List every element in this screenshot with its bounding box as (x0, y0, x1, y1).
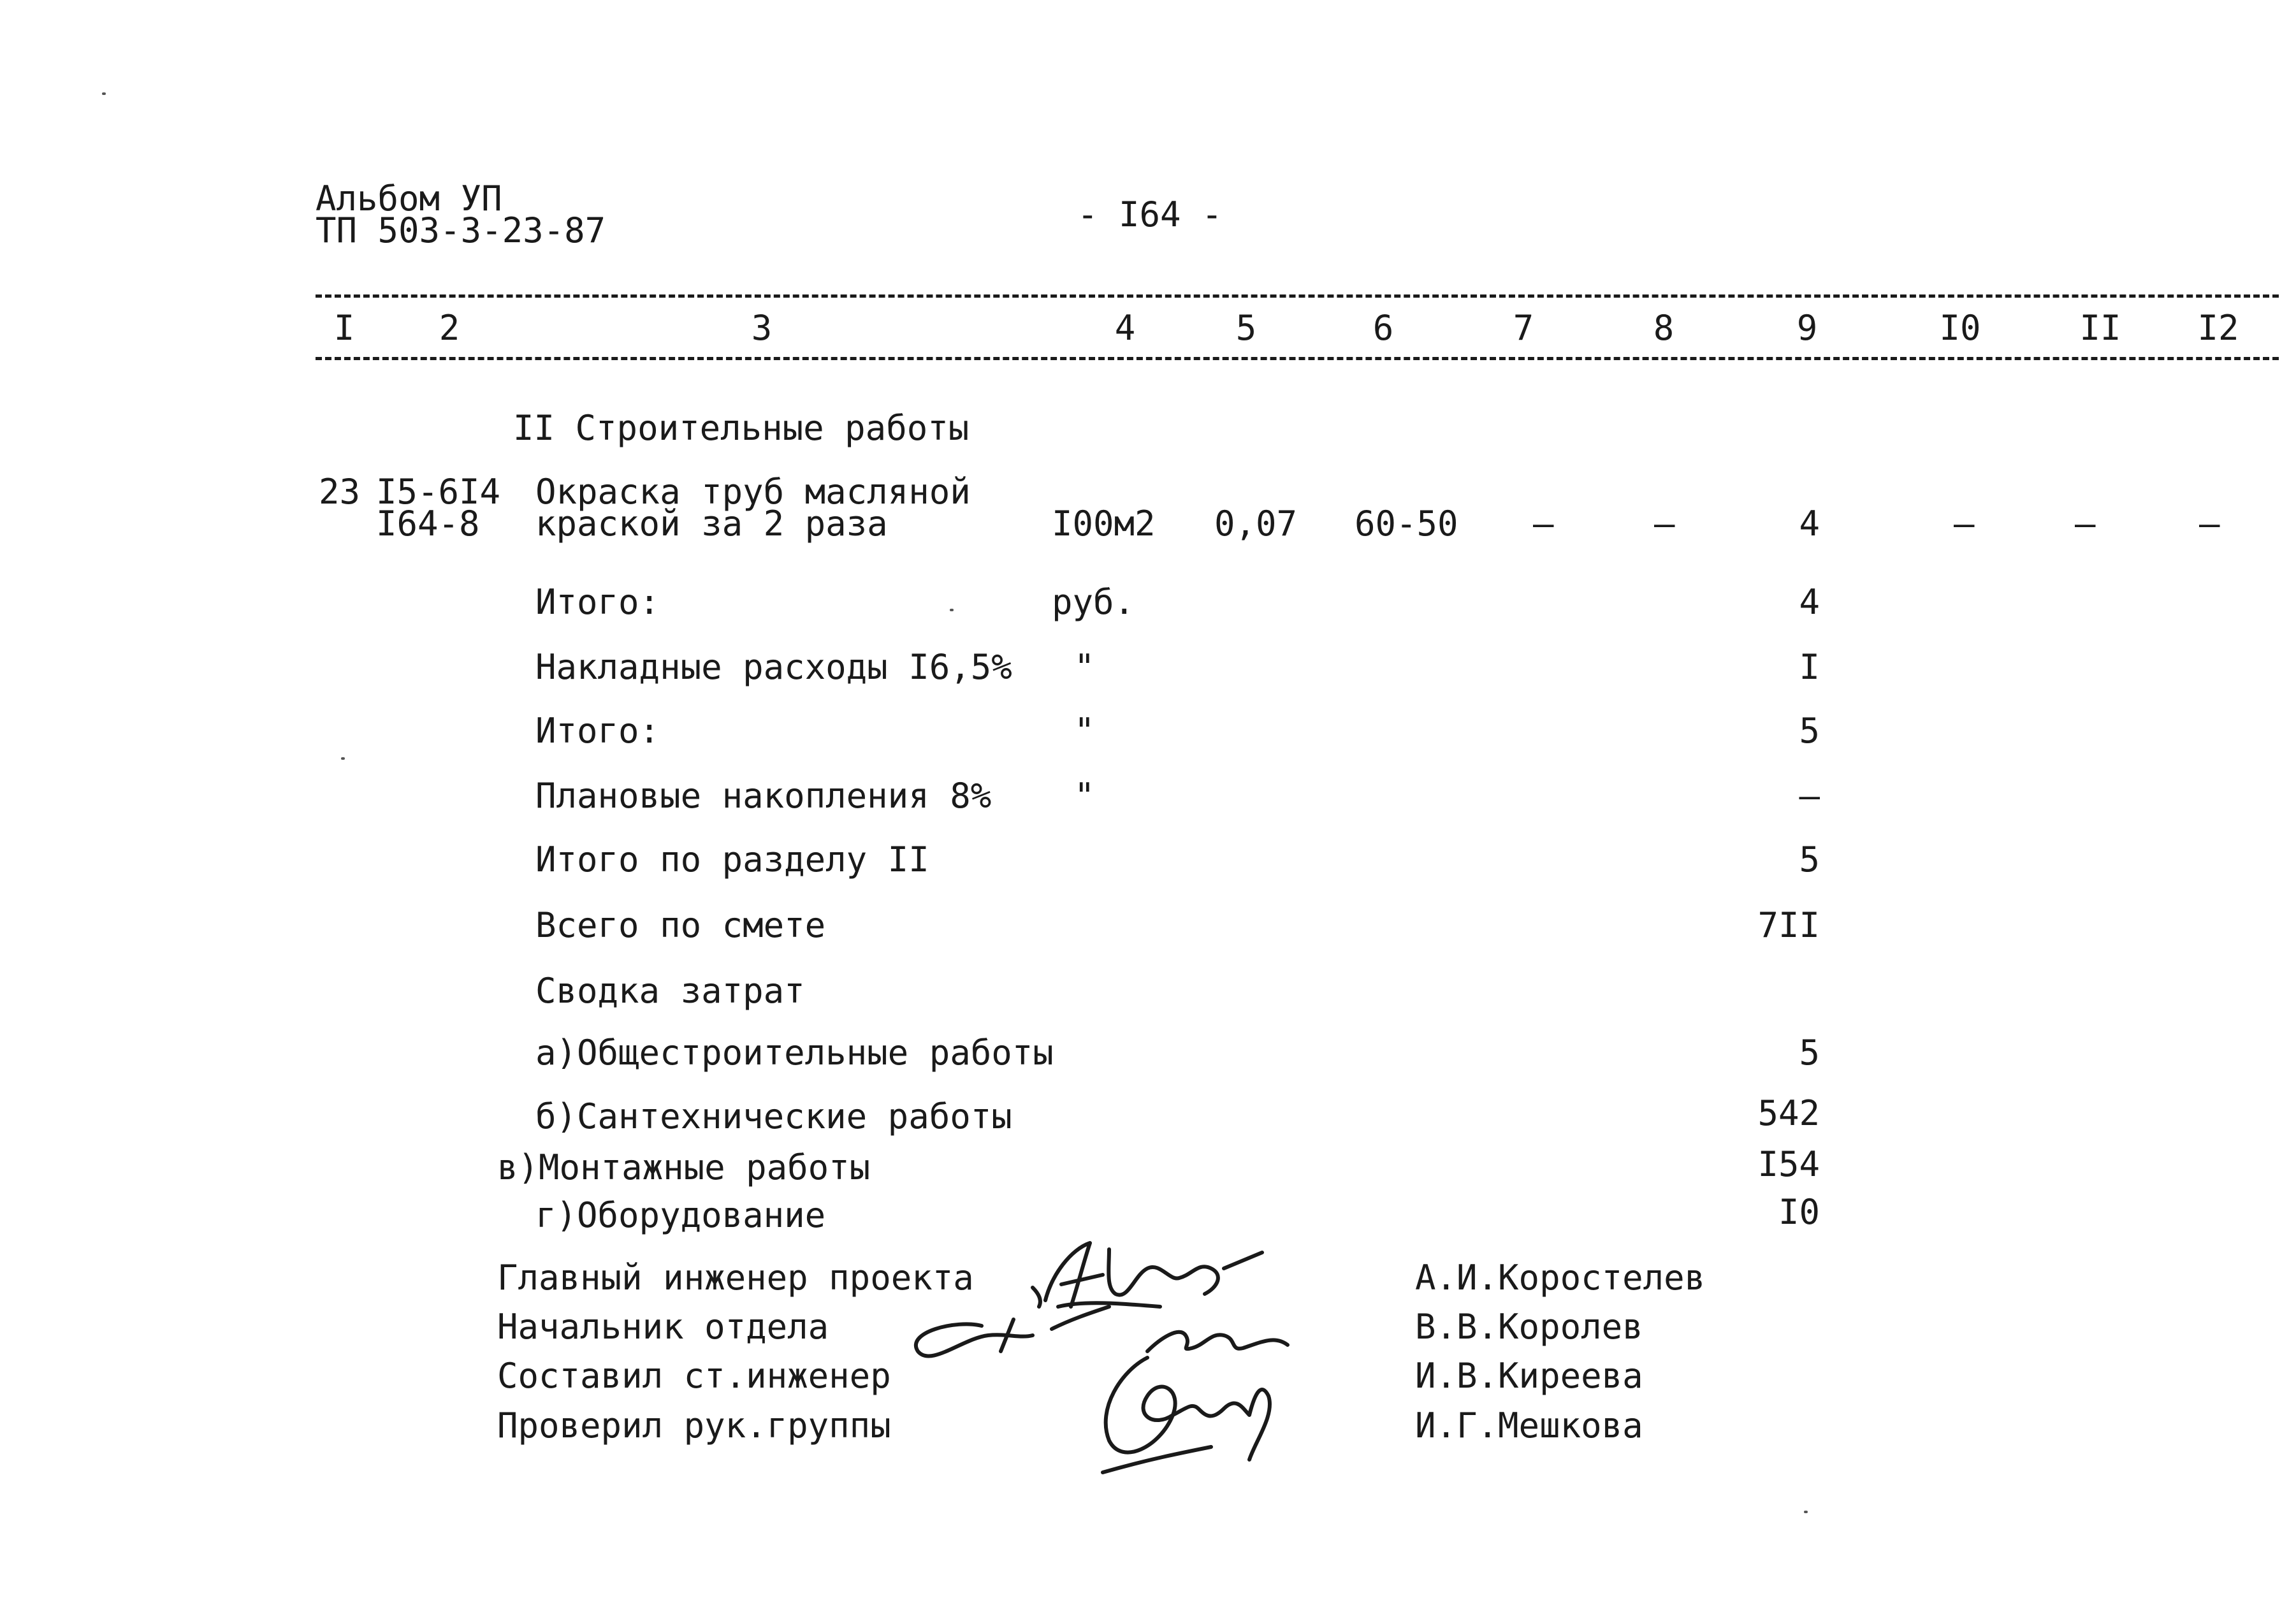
scan-speck (341, 757, 345, 760)
cost-summary-value: I0 (1778, 1192, 1820, 1232)
summary-value: 7II (1757, 905, 1820, 945)
item-quantity: 0,07 (1214, 504, 1298, 544)
signature-role: Начальник отдела (497, 1307, 829, 1347)
column-header: I0 (1939, 308, 1981, 348)
column-header: 7 (1513, 308, 1534, 348)
signature-role: Главный инженер проекта (497, 1258, 974, 1298)
header-rule-bottom (316, 357, 2279, 360)
cost-summary-title: Сводка затрат (535, 971, 805, 1011)
summary-label: Итого по разделу II (535, 839, 929, 880)
summary-label: Итого: (535, 582, 660, 622)
signature-name: И.В.Киреева (1415, 1356, 1643, 1396)
item-code-secondary: I64-8 (376, 504, 480, 544)
scan-speck (102, 92, 106, 95)
cost-summary-label: в)Монтажные работы (497, 1147, 871, 1187)
column-header: I (333, 308, 355, 348)
column-header: II (2079, 308, 2121, 348)
cost-summary-value: 5 (1799, 1033, 1820, 1073)
item-col11: – (2075, 504, 2096, 544)
item-unit: I00м2 (1052, 504, 1156, 544)
summary-unit: " (1074, 776, 1095, 816)
album-label: Альбом УП (316, 178, 502, 219)
summary-unit: руб. (1052, 582, 1135, 622)
cost-summary-label: б)Сантехнические работы (535, 1096, 1012, 1136)
column-header: 4 (1114, 308, 1136, 348)
section-title: II Строительные работы (513, 408, 970, 448)
scan-speck (1804, 1511, 1808, 1513)
item-name-continued: краской за 2 раза (535, 504, 888, 544)
cost-summary-label: г)Оборудование (535, 1195, 826, 1235)
summary-unit: " (1074, 711, 1095, 751)
column-header: I2 (2197, 308, 2239, 348)
summary-value: 5 (1799, 839, 1820, 880)
column-header: 8 (1653, 308, 1675, 348)
summary-label: Плановые накопления 8% (535, 776, 992, 816)
item-name: Окраска труб масляной (535, 472, 971, 512)
item-number: 23 (319, 472, 361, 512)
signature-name: В.В.Королев (1415, 1307, 1643, 1347)
summary-value: 4 (1799, 582, 1820, 622)
item-col10: – (1954, 504, 1975, 544)
cost-summary-label: а)Общестроительные работы (535, 1033, 1054, 1073)
summary-label: Всего по смете (535, 905, 826, 945)
summary-unit: " (1074, 647, 1095, 687)
summary-value: – (1799, 776, 1820, 816)
column-header: 3 (751, 308, 773, 348)
column-header: 9 (1796, 308, 1818, 348)
item-total: 4 (1799, 504, 1820, 544)
column-header: 2 (439, 308, 460, 348)
item-code: I5-6I4 (376, 472, 501, 512)
scan-speck (950, 609, 954, 611)
handwritten-signatures (880, 1224, 1402, 1492)
cost-summary-value: 542 (1757, 1093, 1820, 1133)
signature-name: А.И.Коростелев (1415, 1258, 1706, 1298)
summary-label: Накладные расходы I6,5% (535, 647, 1012, 687)
summary-value: 5 (1799, 711, 1820, 751)
summary-value: I (1799, 647, 1820, 687)
cost-summary-value: I54 (1757, 1144, 1820, 1184)
summary-label: Итого: (535, 711, 660, 751)
item-col7: – (1533, 504, 1554, 544)
page-number: - I64 - (1077, 194, 1223, 235)
signature-role: Проверил рук.группы (497, 1405, 891, 1446)
item-price: 60-50 (1355, 504, 1458, 544)
item-col8: – (1654, 504, 1675, 544)
signature-role: Составил ст.инженер (497, 1356, 891, 1396)
project-code: ТП 503-3-23-87 (316, 210, 606, 250)
column-header: 5 (1235, 308, 1257, 348)
item-col12: – (2199, 504, 2220, 544)
header-rule-top (316, 294, 2279, 298)
signature-name: И.Г.Мешкова (1415, 1405, 1643, 1446)
column-header: 6 (1372, 308, 1394, 348)
